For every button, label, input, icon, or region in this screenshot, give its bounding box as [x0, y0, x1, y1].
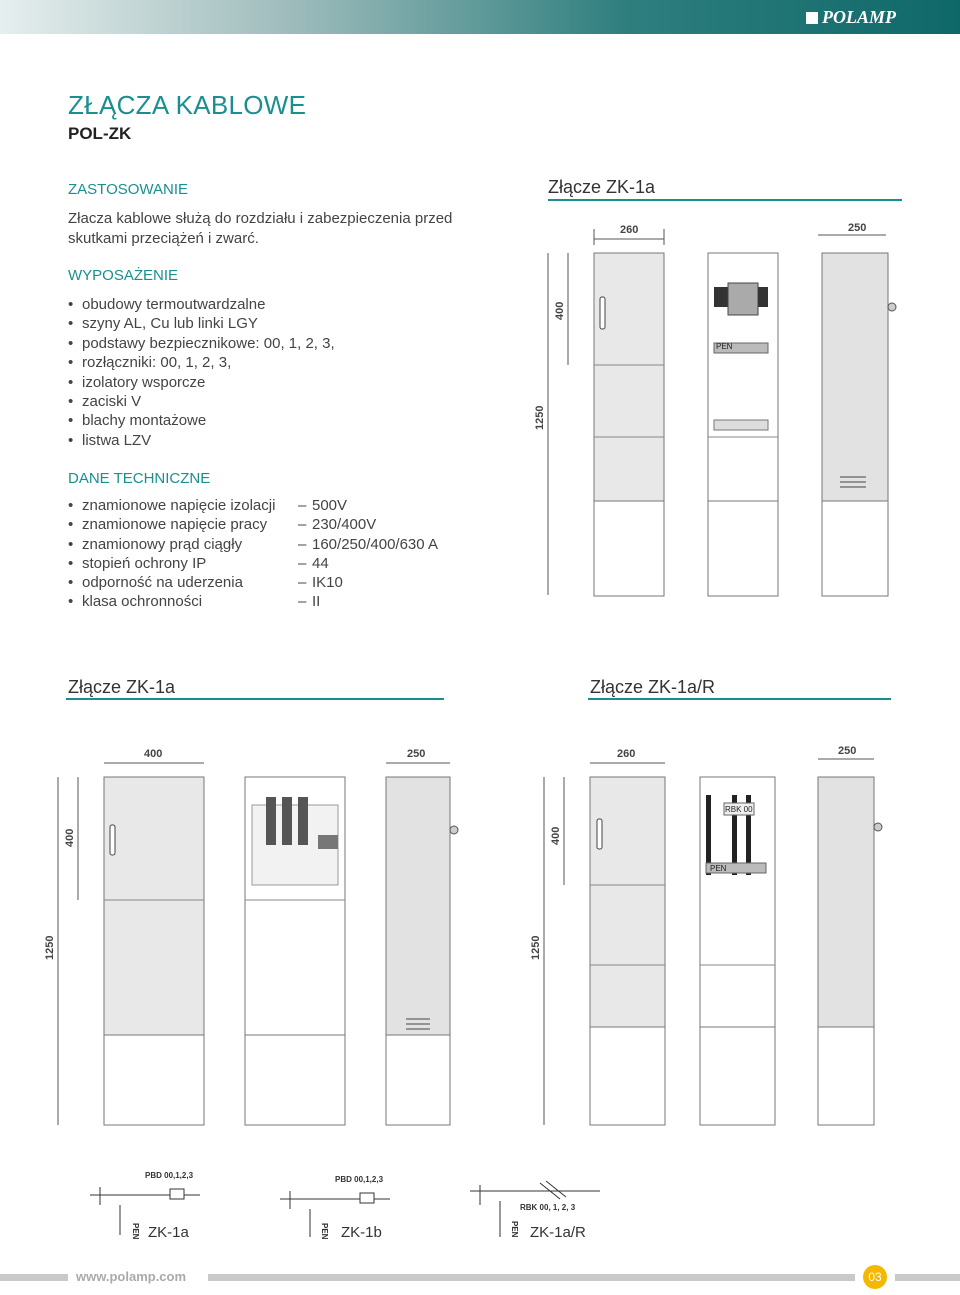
tech-value: 160/250/400/630 A: [312, 535, 438, 553]
fuse-icon: [360, 1193, 374, 1203]
tech-heading: DANE TECHNICZNE: [68, 470, 211, 487]
schematic-name: ZK-1a: [148, 1224, 189, 1241]
tech-row: [68, 592, 438, 611]
tech-row: [68, 496, 438, 515]
footer-url[interactable]: www.polamp.com: [76, 1269, 187, 1284]
tech-row: [68, 573, 438, 592]
dim-label-1250: 1250: [44, 935, 56, 960]
bottom-left-caption: Złącze ZK-1a: [68, 677, 176, 697]
schematic-rbk-label: RBK 00, 1, 2, 3: [520, 1203, 576, 1212]
dim-label-width: 260: [617, 748, 636, 760]
list-item: • rozłączniki: 00, 1, 2, 3,: [68, 353, 335, 372]
schematic-pen-label: PEN: [320, 1223, 329, 1240]
schematic-zk1b: [280, 1165, 400, 1245]
bottom-right-caption: Złącze ZK-1a/R: [590, 677, 716, 697]
top-drawing-caption: Złącze ZK-1a: [548, 177, 656, 197]
tech-table: [68, 496, 438, 612]
tech-label: • klasa ochronności: [68, 592, 298, 611]
footer-bar-left: [0, 1274, 68, 1281]
dim-label-depth: 250: [407, 748, 426, 760]
brand-logo: [806, 7, 896, 28]
dim-label-width: 400: [144, 748, 163, 760]
page-number-badge: 03: [863, 1265, 887, 1289]
zk1a-bottom-drawing: [40, 735, 470, 1135]
schematic-name: ZK-1b: [341, 1224, 382, 1241]
zk1a-top-drawing: [530, 215, 930, 605]
lock-handle-icon: [597, 819, 602, 849]
list-item: • obudowy termoutwardzalne: [68, 295, 335, 314]
footer-bar-right: [895, 1274, 960, 1281]
lock-handle-icon: [600, 297, 605, 329]
dim-label-400: 400: [64, 828, 76, 847]
tech-label: • znamionowy prąd ciągły: [68, 535, 298, 554]
fuse-icon: [170, 1189, 184, 1199]
brand-name: POLAMP: [822, 7, 896, 27]
list-item: • zaciski V: [68, 392, 335, 411]
tech-label: • znamionowe napięcie izolacji: [68, 496, 298, 515]
dim-label-width: 260: [620, 224, 639, 236]
page-title: ZŁĄCZA KABLOWE: [68, 90, 307, 120]
pen-label: PEN: [710, 864, 727, 873]
zk1ar-bottom-drawing: [520, 735, 900, 1135]
schematic-pbd-label: PBD 00,1,2,3: [335, 1175, 384, 1184]
list-item: • blachy montażowe: [68, 411, 335, 430]
tech-label: • odporność na uderzenia: [68, 573, 298, 592]
tech-value: 44: [312, 554, 329, 572]
tech-value: 500V: [312, 497, 348, 514]
list-item: • izolatory wsporcze: [68, 373, 335, 392]
tech-dash: –: [298, 516, 307, 534]
brand-square-icon: [806, 12, 818, 24]
dim-label-depth: 250: [838, 745, 857, 757]
schematic-pen-label: PEN: [510, 1221, 519, 1238]
tech-row: [68, 554, 438, 573]
rbk-label: RBK 00: [725, 805, 753, 814]
schematic-name: ZK-1a/R: [530, 1224, 586, 1241]
tech-label: • znamionowe napięcie pracy: [68, 515, 298, 534]
cabinet-front: [104, 777, 204, 1035]
dim-label-1250: 1250: [530, 935, 542, 960]
list-item: • podstawy bezpiecznikowe: 00, 1, 2, 3,: [68, 334, 335, 353]
schematic-pbd-label: PBD 00,1,2,3: [145, 1171, 194, 1180]
cabinet-side: [822, 253, 888, 501]
caption-underline: [548, 199, 902, 201]
tech-dash: –: [298, 497, 307, 514]
tech-dash: –: [298, 535, 307, 553]
page-subtitle: POL-ZK: [68, 124, 132, 143]
tech-value: 230/400V: [312, 516, 377, 534]
dim-label-400: 400: [550, 826, 562, 845]
tech-value: II: [312, 593, 321, 611]
pen-label: PEN: [716, 342, 733, 351]
tech-label: • stopień ochrony IP: [68, 554, 298, 573]
tech-dash: –: [298, 593, 307, 611]
tech-dash: –: [298, 574, 307, 592]
usage-heading: ZASTOSOWANIE: [68, 181, 189, 198]
cabinet-front: [590, 777, 665, 1027]
tech-row: [68, 535, 438, 554]
tech-row: [68, 515, 438, 534]
cabinet-side: [386, 777, 450, 1035]
schematic-pen-label: PEN: [131, 1223, 140, 1240]
list-item: • listwa LZV: [68, 431, 335, 450]
dim-label-depth: 250: [848, 222, 867, 234]
usage-text: Złacza kablowe służą do rozdziału i zabezpieczenia przed skutkami przeciążeń i zwarć.: [68, 210, 453, 247]
dim-label-400: 400: [554, 301, 566, 320]
dim-label-1250: 1250: [534, 405, 546, 430]
cabinet-side: [818, 777, 874, 1027]
caption-underline: [588, 698, 891, 700]
equipment-list: [68, 295, 335, 450]
equipment-heading: WYPOSAŻENIE: [68, 267, 179, 284]
lock-handle-icon: [110, 825, 115, 855]
list-item: • szyny AL, Cu lub linki LGY: [68, 314, 335, 333]
cabinet-front: [594, 253, 664, 501]
tech-dash: –: [298, 554, 307, 572]
footer-bar-middle: [208, 1274, 855, 1281]
caption-underline: [66, 698, 444, 700]
tech-value: IK10: [312, 574, 343, 592]
